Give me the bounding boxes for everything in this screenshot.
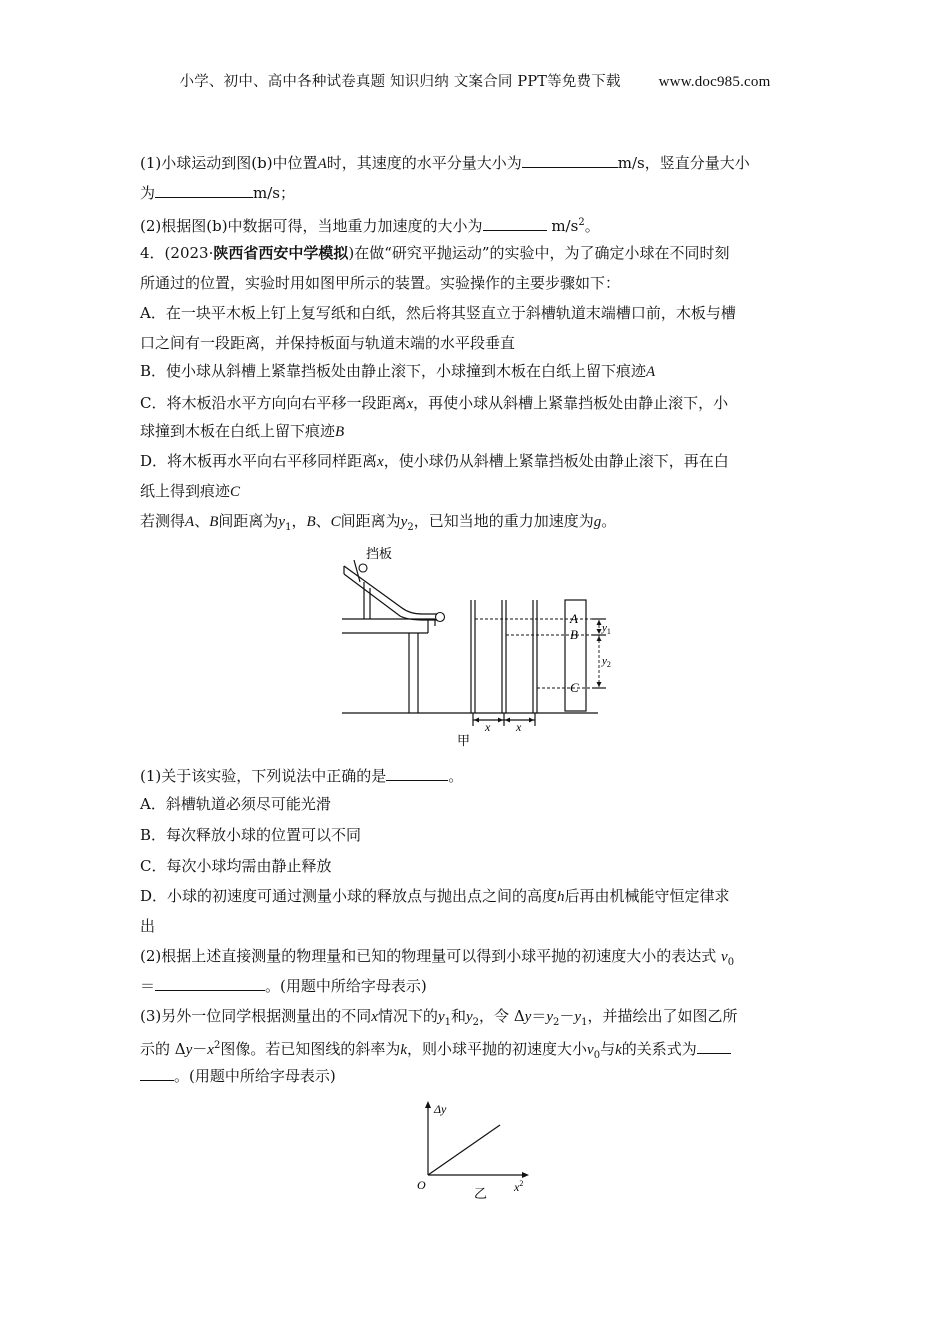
sub3-line1: (3)另外一位同学根据测量出的不同x情况下的$y_1$和$y_2$，令 $\Delta y=y_2-y_1$，并描绘出了如图乙所 — [140, 1007, 738, 1028]
figure1-caption: 甲 — [457, 734, 471, 749]
delta-y-graph — [410, 1095, 545, 1205]
point-a-label: A — [570, 611, 578, 626]
figure2-caption: 乙 — [474, 1187, 488, 1202]
ball-at-exit — [436, 613, 445, 622]
answer-blank-cont[interactable] — [140, 1066, 174, 1081]
q3-line3: (2)根据图(b)中数据可得，当地重力加速度的大小为 $m/s^2$。 — [140, 217, 600, 235]
q3-line2: 为 m/s； — [140, 184, 295, 202]
sub3-line2: 示的 $\Delta y-x^2$图像。若已知图线的斜率为k，则小球平抛的初速度大小$v_0$与k的关系式为 — [140, 1036, 731, 1066]
ball-on-chute — [359, 564, 367, 572]
sub2-line1: (2)根据上述直接测量的物理量和已知的物理量可以得到小球平抛的初速度大小的表达式 $v_0$ — [140, 947, 735, 968]
y1-label: $y_1$ — [602, 622, 611, 636]
header-site: www.doc985.com — [658, 74, 771, 90]
answer-blank[interactable] — [522, 153, 618, 168]
q4-step-d2: 纸上得到痕迹C — [140, 482, 241, 500]
sub3-line3: 。(用题中所给字母表示) — [140, 1066, 336, 1086]
answer-blank[interactable] — [483, 216, 547, 231]
q4-step-c2: 球撞到木板在白纸上留下痕迹B — [140, 422, 345, 440]
q4-step-a1: A．在一块平木板上钉上复写纸和白纸，然后将其竖直立于斜槽轨道末端槽口前，木板与槽 — [140, 304, 736, 322]
x1-label: x — [485, 720, 491, 734]
q4-intro-line1: 4．(2023·陕西省西安中学模拟)在做“研究平抛运动”的实验中，为了确定小球在不同时刻 — [140, 244, 730, 262]
sub1-option-a: A．斜槽轨道必须尽可能光滑 — [140, 795, 331, 813]
graph-line — [428, 1125, 500, 1175]
x2-label: x — [516, 720, 522, 734]
sub1-option-d2: 出 — [140, 917, 156, 935]
answer-blank[interactable] — [155, 976, 265, 991]
page-header — [0, 70, 950, 91]
q4-step-a2: 口之间有一段距离，并保持板面与轨道末端的水平段垂直 — [140, 334, 516, 352]
y2-label: $y_2$ — [602, 655, 611, 669]
sub1-option-b: B．每次释放小球的位置可以不同 — [140, 826, 362, 844]
sub1-stem: (1)关于该实验，下列说法中正确的是 。 — [140, 767, 464, 785]
q4-measure: 若测得A、B间距离为$y_1$，B、C间距离为$y_2$，已知当地的重力加速度为g。 — [140, 512, 617, 533]
apparatus-figure — [330, 540, 620, 750]
origin-label: O — [417, 1178, 426, 1192]
q4-step-b: B．使小球从斜槽上紧靠挡板处由静止滚下，小球撞到木板在白纸上留下痕迹A — [140, 362, 656, 380]
q4-step-c1: C．将木板沿水平方向向右平移一段距离x，再使小球从斜槽上紧靠挡板处由静止滚下，小 — [140, 394, 729, 412]
point-c-label: C — [570, 680, 579, 695]
answer-blank[interactable] — [386, 766, 448, 781]
x-axis-label: $x^2$ — [514, 1179, 524, 1194]
q3-line1: (1)小球运动到图(b)中位置A时，其速度的水平分量大小为 m/s，竖直分量大小 — [140, 154, 750, 172]
answer-blank[interactable] — [155, 183, 253, 198]
y-axis-label: Δy — [434, 1102, 447, 1116]
sub1-option-c: C．每次小球均需由静止释放 — [140, 857, 332, 875]
sub1-option-d1: D．小球的初速度可通过测量小球的释放点与抛出点之间的高度h后再由机械能守恒定律求 — [140, 887, 730, 905]
q4-step-d1: D．将木板再水平向右平移同样距离x，使小球仍从斜槽上紧靠挡板处由静止滚下，再在白 — [140, 452, 729, 470]
baffle-label: 挡板 — [366, 547, 393, 562]
sub2-line2: ＝ 。(用题中所给字母表示) — [140, 977, 427, 995]
point-b-label: B — [570, 627, 578, 642]
answer-blank[interactable] — [697, 1039, 731, 1054]
header-text: 小学、初中、高中各种试卷真题 知识归纳 文案合同 PPT等免费下载 — [179, 74, 621, 90]
q4-intro-line2: 所通过的位置，实验时用如图甲所示的装置。实验操作的主要步骤如下： — [140, 274, 621, 292]
